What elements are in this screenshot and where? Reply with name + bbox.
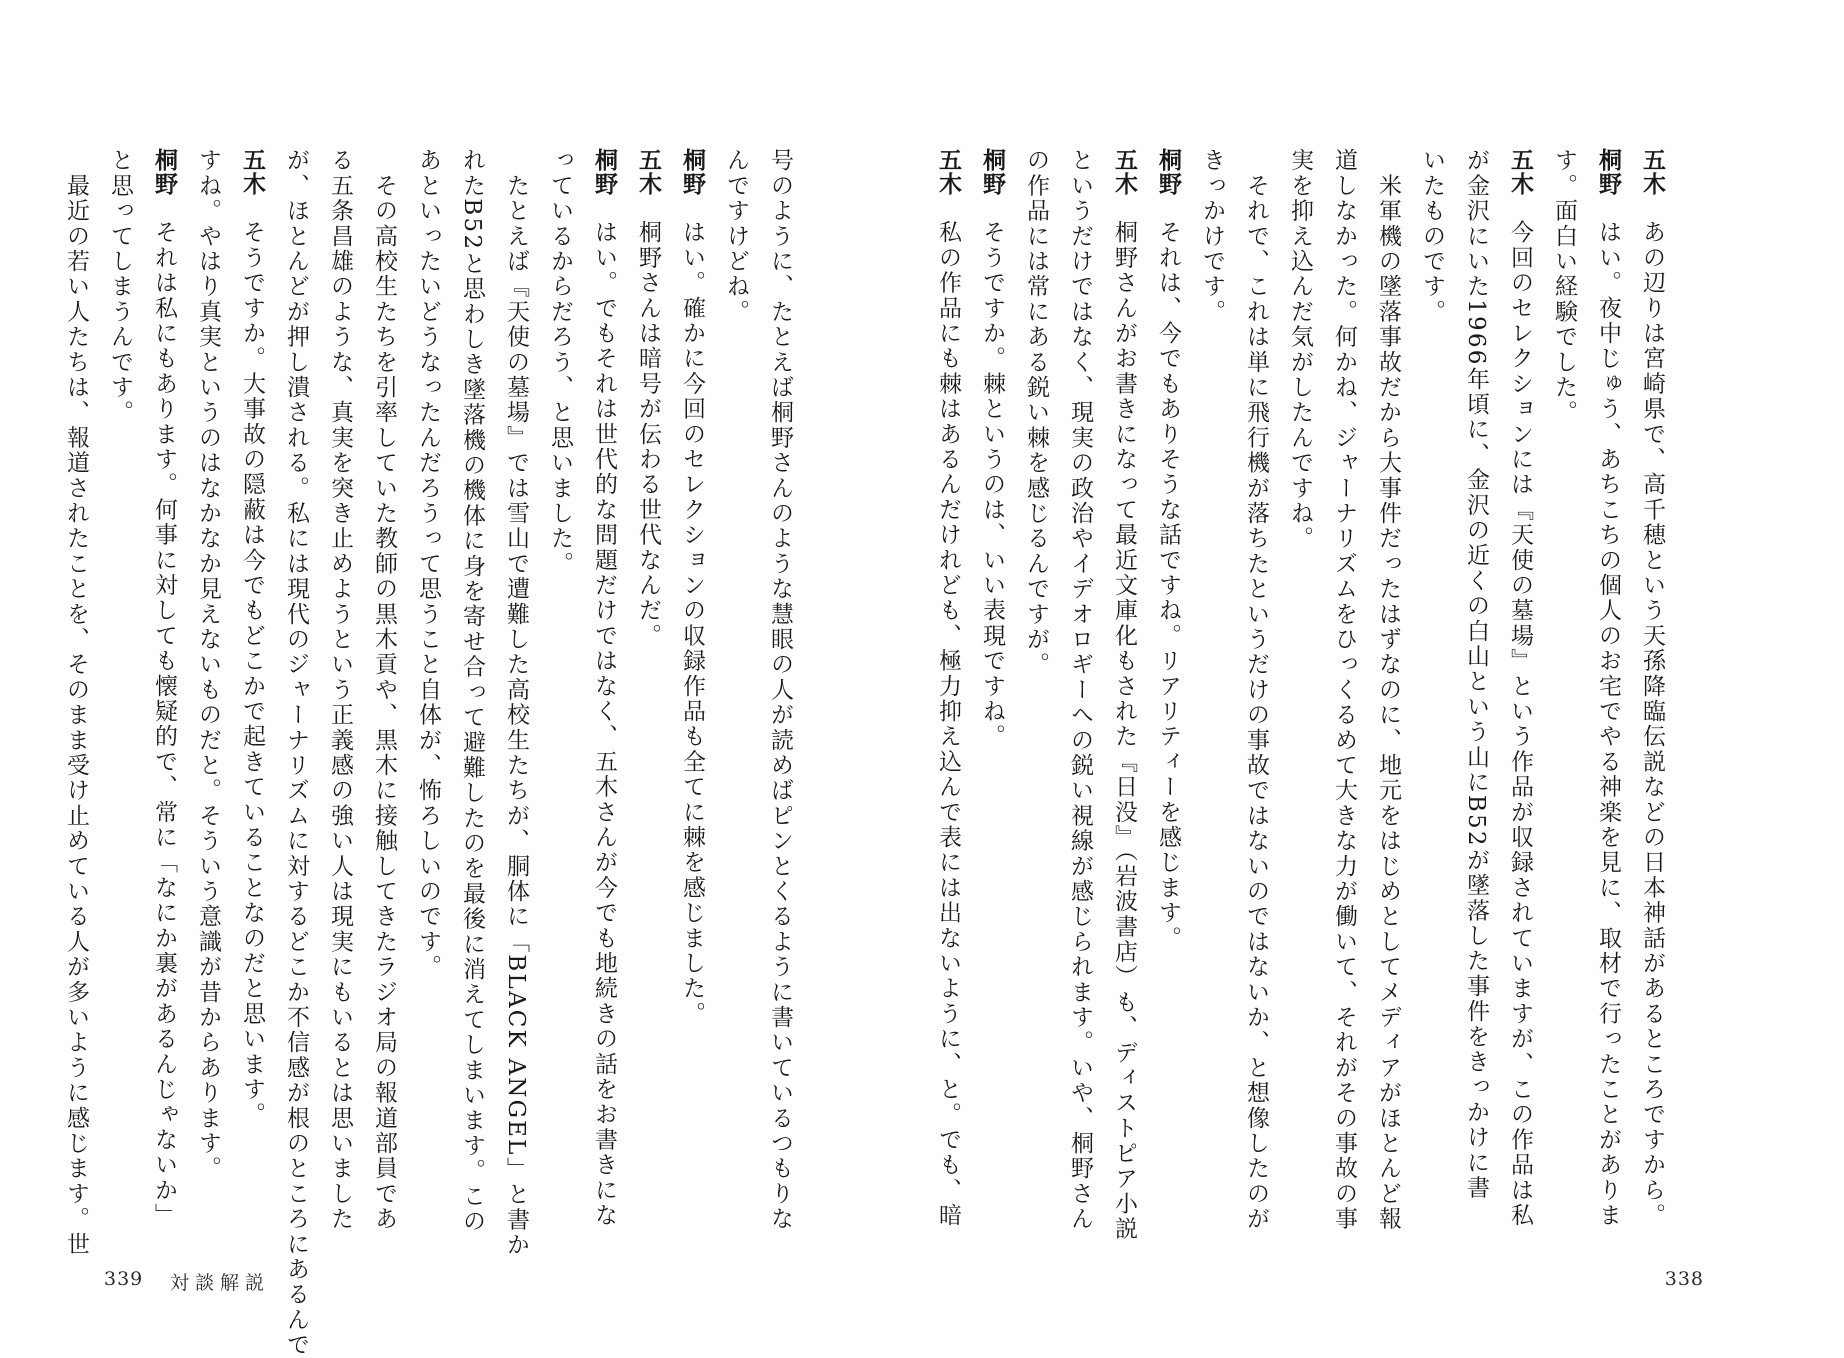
dialogue-line [98, 148, 142, 1228]
dialogue-line [582, 148, 626, 1228]
dialogue-line [494, 148, 538, 1258]
line-text: いたものです。 [1419, 148, 1445, 325]
line-text: る五条昌雄のような、真実を突き止めようという正義感の強い人は現実にもいるとは思いました [327, 148, 353, 1232]
speaker-label: 桐野 [979, 148, 1005, 196]
line-text: の作品には常にある鋭い棘を感じるんですが。 [1023, 148, 1049, 678]
dialogue-line [1322, 148, 1366, 1232]
line-text: すね。やはり真実というのはなかなか見えないものだと。そういう意識が昔からあります。 [195, 148, 221, 1182]
line-text: 私の作品にも棘はあるんだけれども、極力抑え込んで表には出ないように、と。でも、暗 [935, 220, 961, 1228]
line-text: その高校生たちを引率していた教師の黒木貢や、黒木に接触してきたラジオ局の報道部員であ [371, 148, 397, 1232]
right-page-text [926, 148, 1674, 1242]
dialogue-line [406, 148, 450, 1228]
dialogue-line [274, 148, 318, 1358]
line-text: はい。夜中じゅう、あちこちの個人のお宅でやる神楽を見に、取材で行ったことがありま [1595, 220, 1621, 1228]
speaker-label: 五木 [935, 148, 961, 196]
dialogue-line [714, 148, 758, 1228]
dialogue-line [142, 148, 186, 1228]
speaker-label: 桐野 [679, 148, 705, 196]
dialogue-line [1102, 148, 1146, 1242]
line-text: それは私にもあります。何事に対しても懐疑的で、常に「なにか裏があるんじゃないか」 [151, 220, 177, 1228]
dialogue-line [362, 148, 406, 1232]
line-text: 号のように、たとえば桐野さんのような慧眼の人が読めばピンとくるように書いているつもりな [767, 148, 793, 1232]
speaker-label: 五木 [1507, 148, 1533, 196]
dialogue-line [926, 148, 970, 1228]
line-text: が金沢にいた1966年頃に、金沢の近くの白山という山にB52が墜落した事件をきっかけに書 [1463, 148, 1489, 1201]
dialogue-line [670, 148, 714, 1228]
line-text: そうですか。棘というのは、いい表現ですね。 [979, 220, 1005, 750]
dialogue-line [54, 148, 98, 1257]
dialogue-line [1146, 148, 1190, 1228]
line-text: あの辺りは宮崎県で、高千穂という天孫降臨伝説などの日本神話があるところですから。 [1639, 220, 1665, 1228]
dialogue-line [1058, 148, 1102, 1232]
dialogue-line [450, 148, 494, 1234]
line-text: れたB52と思わしき墜落機の機体に身を寄せ合って避難したのを最後に消えてしまいます。この [459, 148, 485, 1234]
right-page [922, 0, 1844, 1350]
dialogue-line [1190, 148, 1234, 1228]
dialogue-line [1542, 148, 1586, 1228]
dialogue-line [1278, 148, 1322, 1228]
dialogue-line [1630, 148, 1674, 1228]
dialogue-line [318, 148, 362, 1232]
dialogue-line [1454, 148, 1498, 1228]
page-number: 338 [1664, 1268, 1704, 1290]
speaker-label: 五木 [1639, 148, 1665, 196]
line-text: きっかけです。 [1199, 148, 1225, 325]
dialogue-line [1366, 148, 1410, 1232]
dialogue-line [626, 148, 670, 1228]
running-head: 対談解説 [170, 1272, 271, 1294]
line-text: んですけどね。 [723, 148, 749, 325]
dialogue-line [1410, 148, 1454, 1228]
line-text: それで、これは単に飛行機が落ちたというだけの事故ではないのではないか、と想像したのが [1243, 148, 1269, 1232]
speaker-label: 五木 [239, 148, 265, 196]
line-text: 実を抑え込んだ気がしたんですね。 [1287, 148, 1313, 552]
speaker-label: 桐野 [1595, 148, 1621, 196]
dialogue-line [1234, 148, 1278, 1232]
speaker-label: 桐野 [1155, 148, 1181, 196]
line-text: っているからだろう、と思いました。 [547, 148, 573, 577]
line-text: 最近の若い人たちは、報道されたことを、そのまま受け止めている人が多いように感じます。世 [63, 148, 89, 1257]
line-text: が、ほとんどが押し潰される。私には現代のジャーナリズムに対するどこか不信感が根のところにあるんで [283, 148, 309, 1358]
line-text: あといったいどうなったんだろうって思うこと自体が、怖ろしいのです。 [415, 148, 441, 980]
line-text: 道しなかった。何かね、ジャーナリズムをひっくるめて大きな力が働いて、それがその事故の事 [1331, 148, 1357, 1232]
dialogue-line [538, 148, 582, 1228]
line-text: たとえば『天使の墓場』では雪山で遭難した高校生たちが、胴体に「BLACK ANGEL」と書か [503, 148, 529, 1258]
line-text: そうですか。大事故の隠蔽は今でもどこかで起きていることなのだと思います。 [239, 220, 265, 1128]
dialogue-line [230, 148, 274, 1228]
speaker-label: 桐野 [591, 148, 617, 196]
dialogue-line [1586, 148, 1630, 1228]
dialogue-line [186, 148, 230, 1228]
line-text: と思ってしまうんです。 [107, 148, 133, 426]
line-text: 桐野さんは暗号が伝わる世代なんだ。 [635, 220, 661, 649]
page-number: 339 [104, 1268, 144, 1290]
dialogue-line [758, 148, 802, 1232]
line-text: 今回のセレクションには『天使の墓場』という作品が収録されていますが、この作品は私 [1507, 220, 1533, 1228]
line-text: それは、今でもありそうな話ですね。リアリティーを感じます。 [1155, 220, 1181, 951]
speaker-label: 桐野 [151, 148, 177, 196]
line-text: 米軍機の墜落事故だから大事件だったはずなのに、地元をはじめとしてメディアがほとんど報 [1375, 148, 1401, 1232]
line-text: はい。でもそれは世代的な問題だけではなく、五木さんが今でも地続きの話をお書きにな [591, 220, 617, 1228]
line-text: はい。確かに今回のセレクションの収録作品も全てに棘を感じました。 [679, 220, 705, 1027]
line-text: 桐野さんがお書きになって最近文庫化もされた『日没』（岩波書店）も、ディストピア小説 [1111, 220, 1137, 1242]
dialogue-line [1498, 148, 1542, 1228]
speaker-label: 五木 [1111, 148, 1137, 196]
speaker-label: 五木 [635, 148, 661, 196]
dialogue-line [1014, 148, 1058, 1228]
line-text: す。面白い経験でした。 [1551, 148, 1577, 426]
dialogue-line [970, 148, 1014, 1228]
line-text: というだけではなく、現実の政治やイデオロギーへの鋭い視線が感じられます。いや、桐野さん [1067, 148, 1093, 1232]
